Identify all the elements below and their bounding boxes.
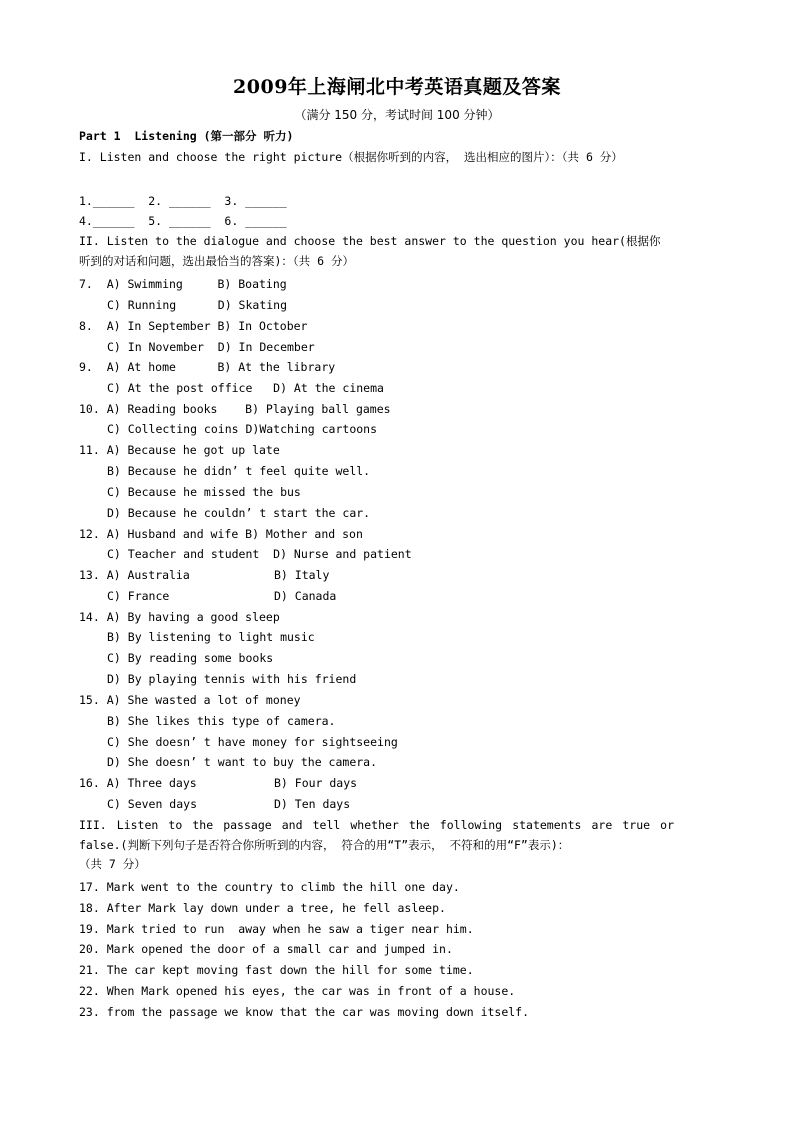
question-13-option-a: 13. A) Australia <box>79 568 190 582</box>
question-11-option-d: D) Because he couldn’ t start the car. <box>107 506 371 520</box>
section-1-heading: I. Listen and choose the right picture（根据你听到的内容， 选出相应的图片）：（共 6 分） <box>79 150 623 164</box>
question-16-option-d: D) Ten days <box>274 797 351 811</box>
exam-subtitle: （满分 150 分，考试时间 100 分钟） <box>294 108 500 122</box>
section-2-heading-line-2: 听到的对话和问题，选出最恰当的答案)：（共 6 分） <box>79 254 354 268</box>
statement-17: 17. Mark went to the country to climb the hill one day. <box>79 880 460 894</box>
question-11-option-a: 11. A) Because he got up late <box>79 443 280 457</box>
section-2-heading-line-1: II. Listen to the dialogue and choose the best answer to the question you hear(根据你 <box>79 234 661 248</box>
statement-23: 23. from the passage we know that the car was moving down itself. <box>79 1005 530 1019</box>
question-16-option-b: B) Four days <box>274 776 358 790</box>
question-10-options-cd: C) Collecting coins D)Watching cartoons <box>107 422 378 436</box>
question-13-option-d: D) Canada <box>274 589 337 603</box>
question-8-options-ab: 8. A) In September B) In October <box>79 319 308 333</box>
question-15-option-a: 15. A) She wasted a lot of money <box>79 693 301 707</box>
question-15-option-c: C) She doesn’ t have money for sightseeing <box>107 735 398 749</box>
question-16-option-a: 16. A) Three days <box>79 776 197 790</box>
question-9-options-ab: 9. A) At home B) At the library <box>79 360 336 374</box>
page-title: 2009年上海闸北中考英语真题及答案 <box>233 76 561 98</box>
question-14-option-d: D) By playing tennis with his friend <box>107 672 357 686</box>
question-8-options-cd: C) In November D) In December <box>107 340 315 354</box>
question-14-option-b: B) By listening to light music <box>107 630 315 644</box>
question-14-option-c: C) By reading some books <box>107 651 274 665</box>
question-16-option-c: C) Seven days <box>107 797 198 811</box>
answer-blanks-row-1: 1.______ 2. ______ 3. ______ <box>79 194 287 208</box>
section-3-heading-line-2: false.(判断下列句子是否符合你所听到的内容， 符合的用“T”表示， 不符和的用“F”表示)： <box>79 838 570 852</box>
question-13-option-b: B) Italy <box>274 568 330 582</box>
section-3-heading-line-1: III. Listen to the passage and tell whether the following statements are true or <box>79 818 674 832</box>
statement-22: 22. When Mark opened his eyes, the car was in front of a house. <box>79 984 516 998</box>
question-12-options-ab: 12. A) Husband and wife B) Mother and son <box>79 527 363 541</box>
question-15-option-d: D) She doesn’ t want to buy the camera. <box>107 755 378 769</box>
section-3-heading-line-3: （共 7 分） <box>79 857 146 871</box>
question-13-option-c: C) France <box>107 589 170 603</box>
question-15-option-b: B) She likes this type of camera. <box>107 714 336 728</box>
statement-18: 18. After Mark lay down under a tree, he fell asleep. <box>79 901 446 915</box>
question-10-options-ab: 10. A) Reading books B) Playing ball games <box>79 402 391 416</box>
statement-20: 20. Mark opened the door of a small car and jumped in. <box>79 942 453 956</box>
part-heading: Part 1 Listening (第一部分 听力) <box>79 129 294 143</box>
question-11-option-c: C) Because he missed the bus <box>107 485 301 499</box>
question-7-options-ab: 7. A) Swimming B) Boating <box>79 277 287 291</box>
question-11-option-b: B) Because he didn’ t feel quite well. <box>107 464 371 478</box>
question-12-options-cd: C) Teacher and student D) Nurse and patient <box>107 547 412 561</box>
statement-21: 21. The car kept moving fast down the hill for some time. <box>79 963 474 977</box>
statement-19: 19. Mark tried to run away when he saw a tiger near him. <box>79 922 474 936</box>
question-7-options-cd: C) Running D) Skating <box>107 298 288 312</box>
question-9-options-cd: C) At the post office D) At the cinema <box>107 381 384 395</box>
answer-blanks-row-2: 4.______ 5. ______ 6. ______ <box>79 214 287 228</box>
question-14-option-a: 14. A) By having a good sleep <box>79 610 280 624</box>
